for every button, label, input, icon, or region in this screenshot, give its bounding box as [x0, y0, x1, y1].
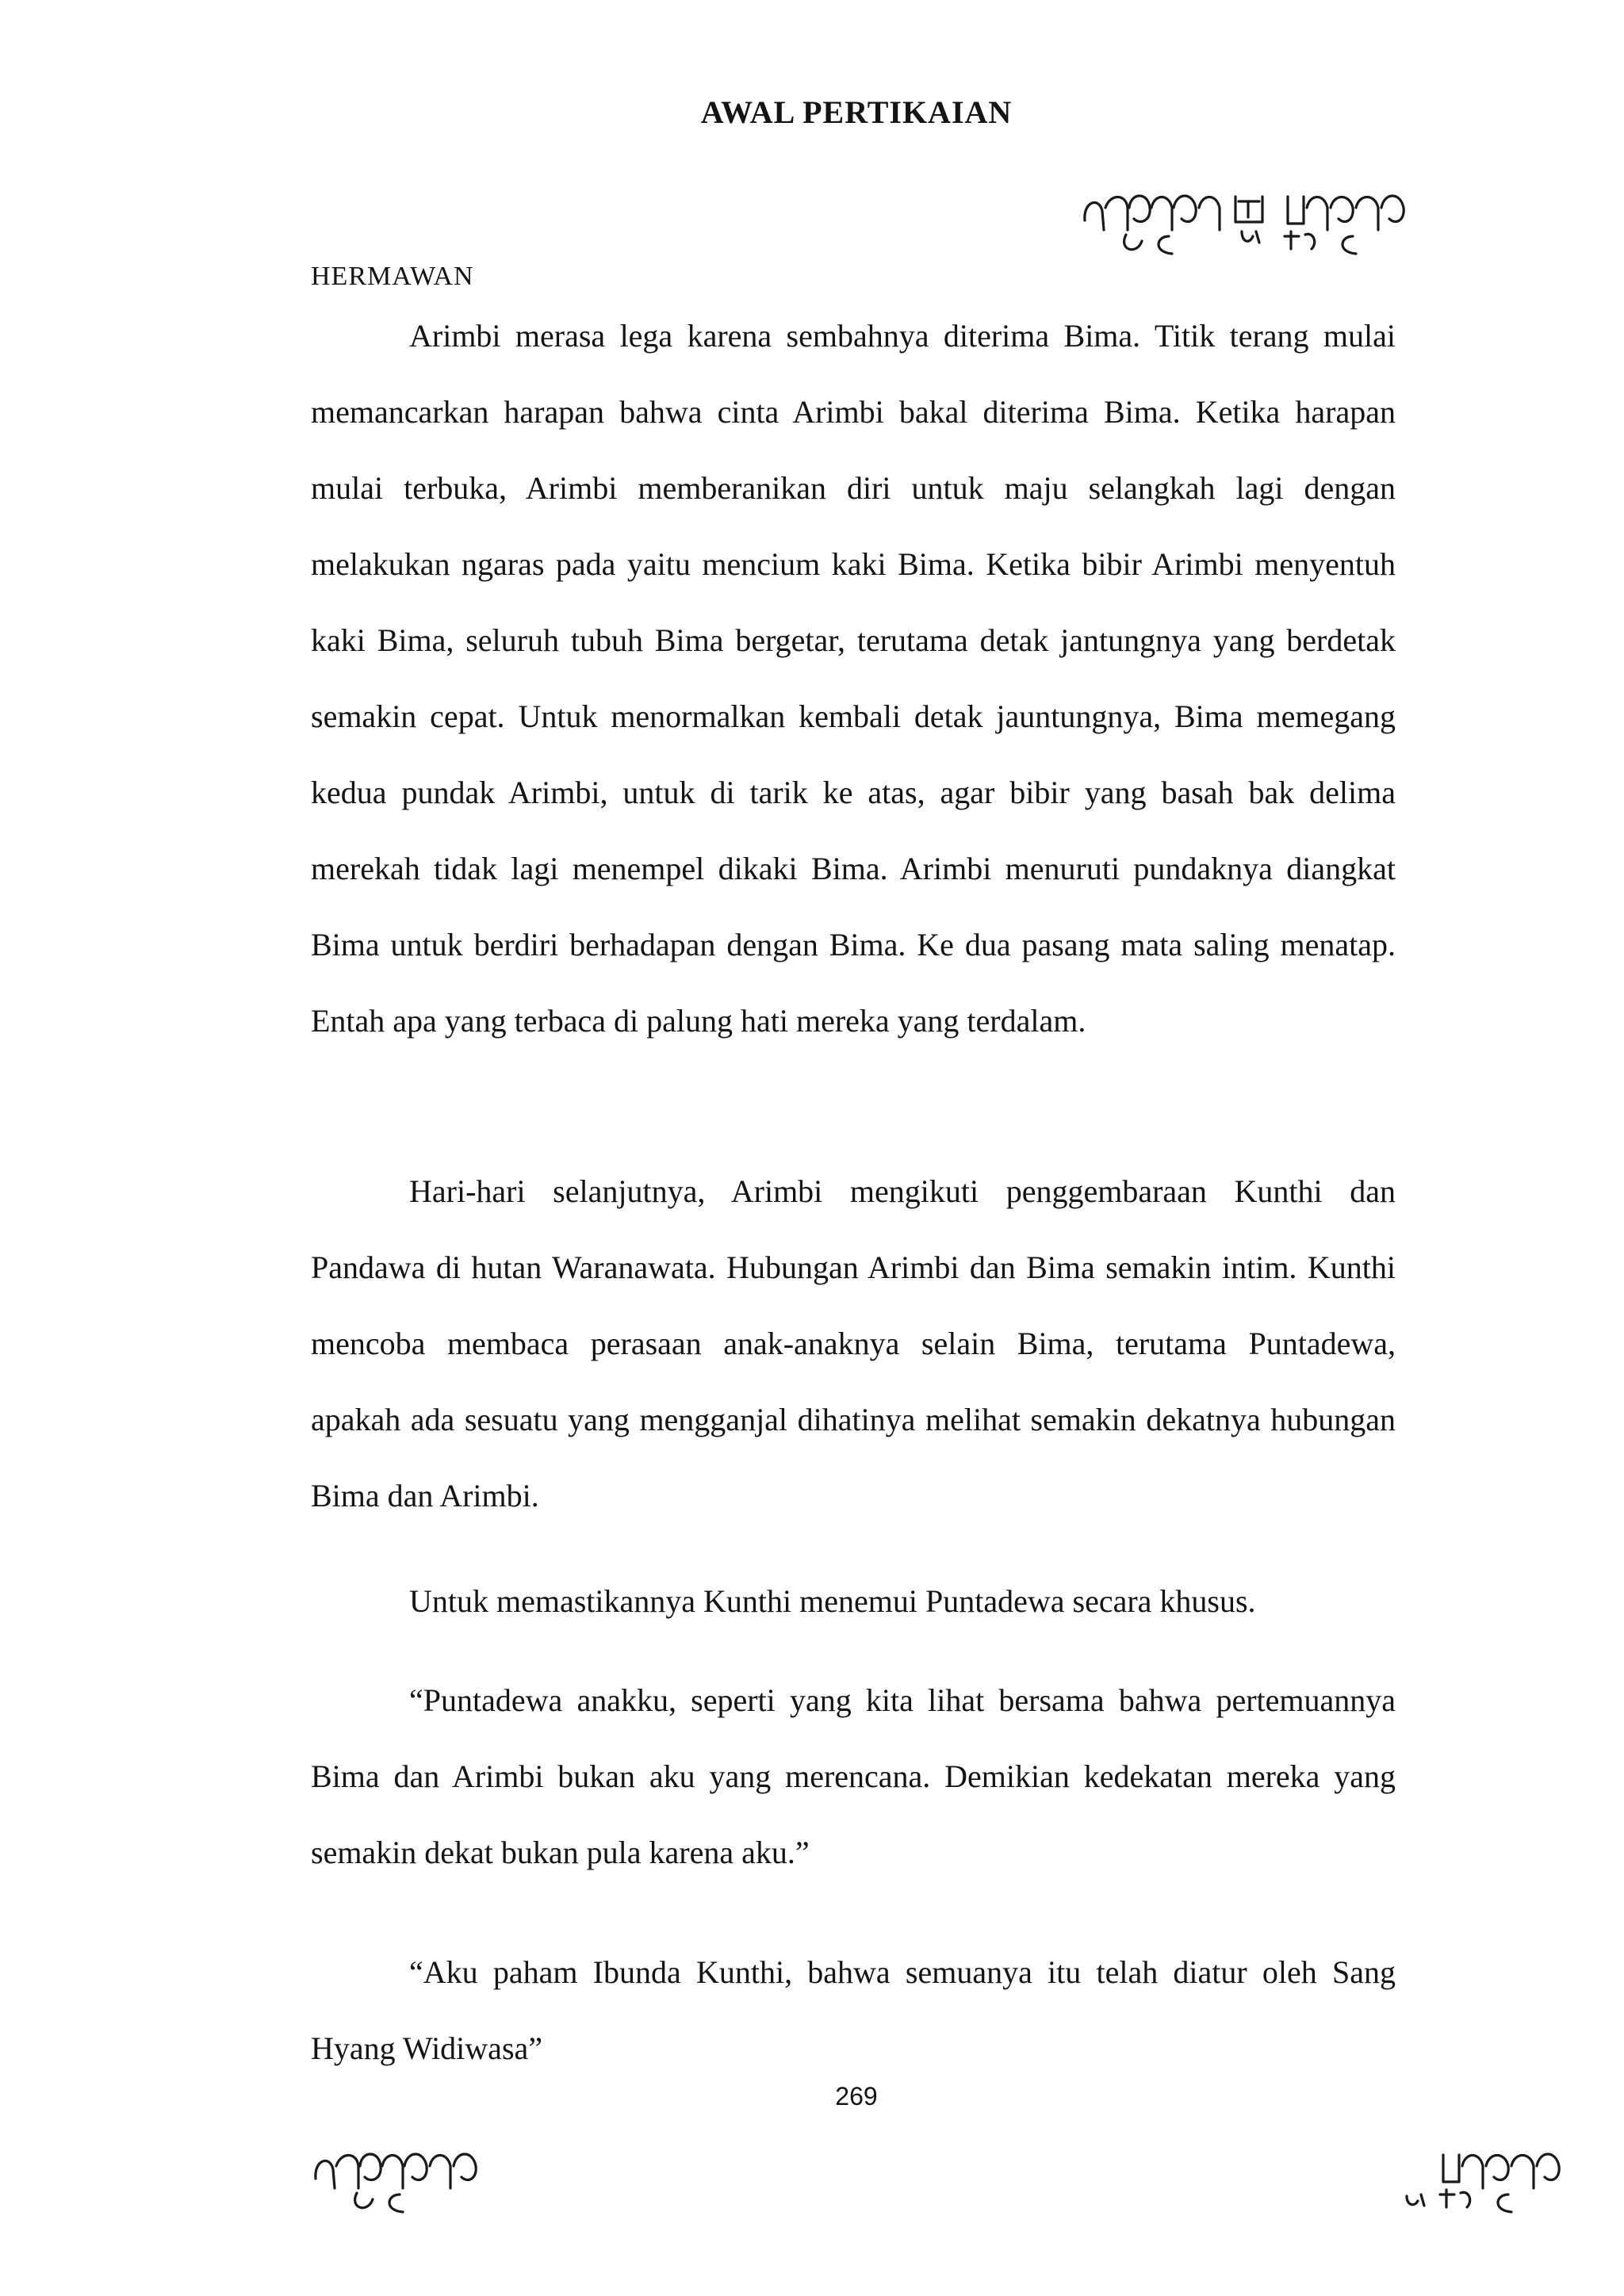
- script-word-3: [1285, 196, 1404, 254]
- paragraph-text: Arimbi merasa lega karena sembahnya diterima Bima. Titik terang mulai memancarkan harapan bahwa cinta Arimbi bakal diterima Bima. Ketika harapan mulai terbuka, Arimbi memberanikan diri untuk maju selangkah lagi dengan melakukan ngaras pada yaitu mencium kaki Bima. Ketika bibir Arimbi menyentuh kaki Bima, seluruh tubuh Bima bergetar, terutama detak jantungnya yang berdetak semakin cepat. Untuk menormalkan kembali detak jauntungnya, Bima memegang kedua pundak Arimbi, untuk di tarik ke atas, agar bibir yang basah bak delima merekah tidak lagi menempel dikaki Bima. Arimbi menuruti pundaknya diangkat Bima untuk berdiri berhadapan dengan Bima. Ke dua pasang mata saling menatap. Entah apa yang terbaca di palung hati mereka yang terdalam.: [311, 318, 1396, 1039]
- page-number: 269: [835, 2082, 878, 2110]
- body-paragraph: [311, 1563, 1396, 1640]
- body-paragraph: [311, 298, 1396, 1059]
- script-word-1: [1085, 196, 1220, 254]
- footer-right-javanese-script-ornament: [1404, 2142, 1562, 2220]
- paragraph-text: Untuk memastikannya Kunthi menemui Puntadewa secara khusus.: [409, 1583, 1256, 1619]
- paragraph-text: Hari-hari selanjutnya, Arimbi mengikuti penggembaraan Kunthi dan Pandawa di hutan Waranawata. Hubungan Arimbi dan Bima semakin intim. Kunthi mencoba membaca perasaan anak-anaknya selain Bima, terutama Puntadewa, apakah ada sesuatu yang mengganjal dihatinya melihat semakin dekatnya hubungan Bima dan Arimbi.: [311, 1173, 1396, 1513]
- body-paragraph: [311, 1934, 1396, 2087]
- header-javanese-script-ornament: [1080, 184, 1413, 262]
- body-paragraph: [311, 1663, 1396, 1891]
- body-paragraph: [311, 1154, 1396, 1534]
- author-name: HERMAWAN: [311, 262, 474, 291]
- script-word-2: [1235, 197, 1262, 243]
- footer-left-javanese-script-ornament: [311, 2142, 501, 2220]
- paragraph-text: “Aku paham Ibunda Kunthi, bahwa semuanya itu telah diatur oleh Sang Hyang Widiwasa”: [311, 1954, 1396, 2066]
- paragraph-text: “Puntadewa anakku, seperti yang kita lihat bersama bahwa pertemuannya Bima dan Arimbi bukan aku yang merencana. Demikian kedekatan mereka yang semakin dekat bukan pula karena aku.”: [311, 1682, 1396, 1870]
- chapter-title: AWAL PERTIKAIAN: [700, 94, 1013, 130]
